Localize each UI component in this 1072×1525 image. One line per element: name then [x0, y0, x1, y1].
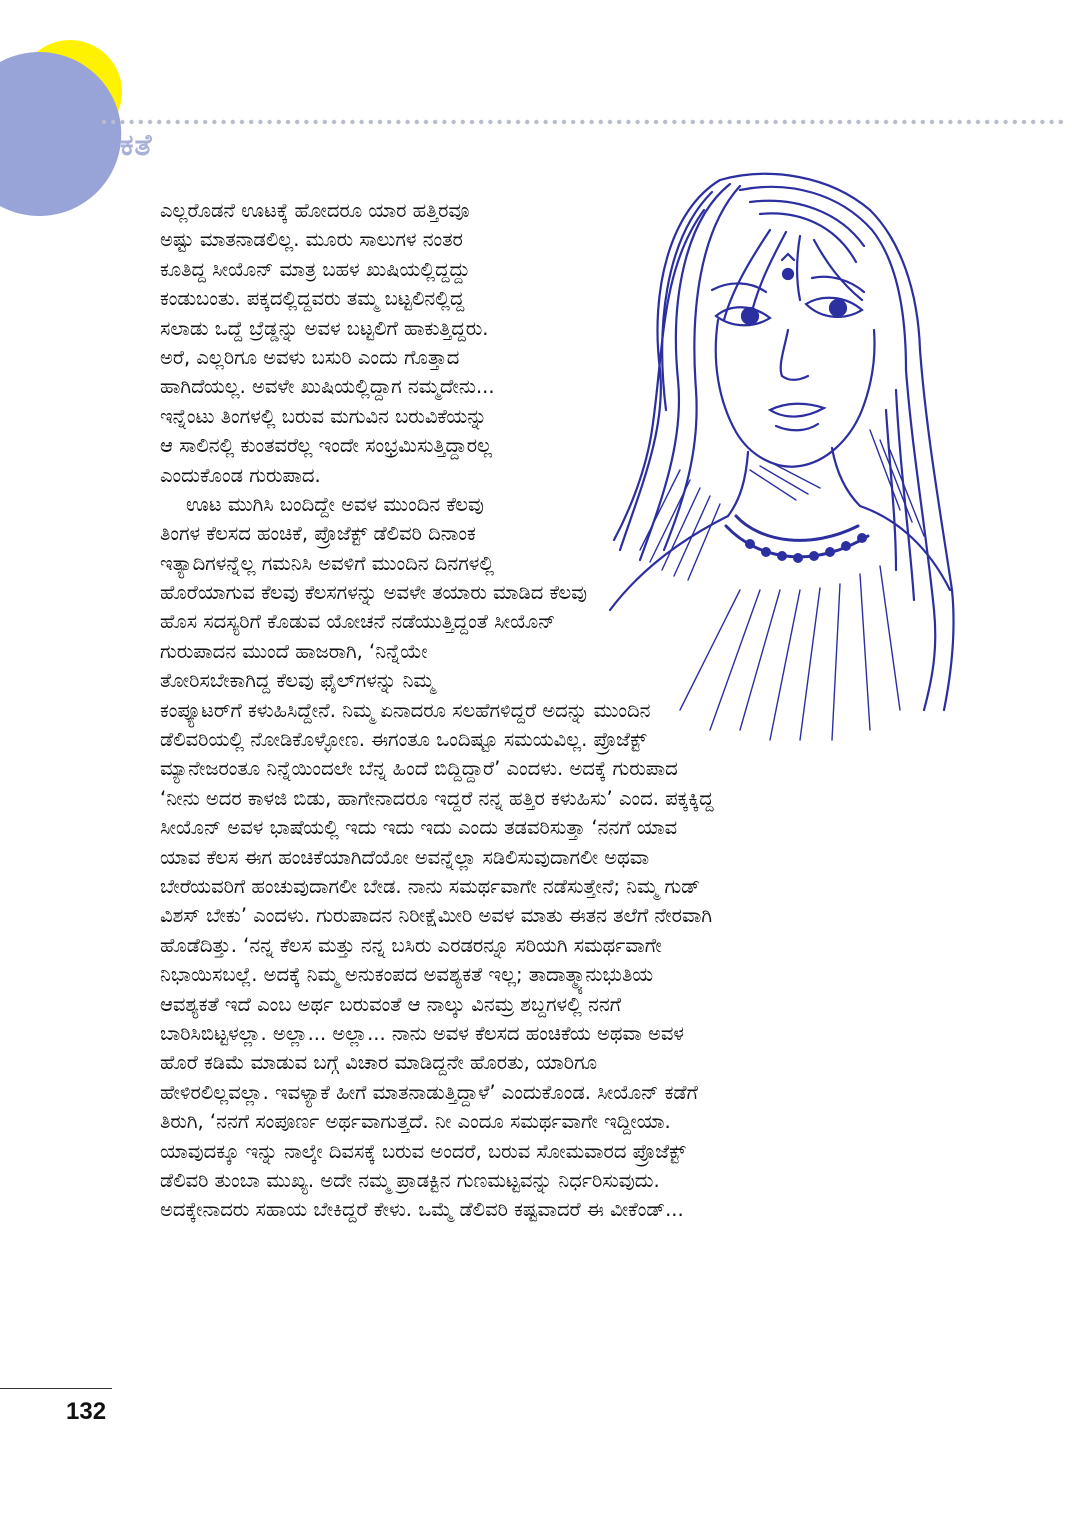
text-line: ತೋರಿಸಬೇಕಾಗಿದ್ದ ಕೆಲವು ಫೈಲ್‌ಗಳನ್ನು ನಿಮ್ಮ [160, 669, 435, 693]
text-line: ಊಟ ಮುಗಿಸಿ ಬಂದಿದ್ದೇ ಅವಳ ಮುಂದಿನ ಕೆಲವು [186, 492, 484, 516]
text-line: ಡೆಲಿವರಿಯಲ್ಲಿ ನೋಡಿಕೊಳ್ಳೋಣ. ಈಗಂತೂ ಒಂದಿಷ್ಟೂ ಸಮಯವಿಲ್ಲ. ಪ್ರೊಜೆಕ್ಟ್ [160, 728, 647, 752]
footer-rule [0, 1388, 112, 1389]
text-line: ಮ್ಯಾನೇಜರಂತೂ ನಿನ್ನೆಯಿಂದಲೇ ಬೆನ್ನ ಹಿಂದೆ ಬಿದ್ದಿದ್ದಾರೆ’ ಎಂದಳು. ಅದಕ್ಕೆ ಗುರುಪಾದ [160, 757, 678, 781]
text-line: ಆ ಸಾಲಿನಲ್ಲಿ ಕುಂತವರೆಲ್ಲ ಇಂದೇ ಸಂಭ್ರಮಿಸುತ್ತಿದ್ದಾರಲ್ಲ [160, 434, 492, 458]
text-line: ಹೊರೆಯಾಗುವ ಕೆಲವು ಕೆಲಸಗಳನ್ನು ಅವಳೇ ತಯಾರು ಮಾಡಿದ ಕೆಲವು [160, 581, 587, 605]
text-line: ಬೇರೆಯವರಿಗೆ ಹಂಚುವುದಾಗಲೀ ಬೇಡ. ನಾನು ಸಮರ್ಥವಾಗೇ ನಡೆಸುತ್ತೇನೆ; ನಿಮ್ಮ ಗುಡ್ [160, 874, 700, 898]
text-line: ಡೆಲಿವರಿ ತುಂಬಾ ಮುಖ್ಯ. ಅದೇ ನಮ್ಮ ಪ್ರಾಡಕ್ಟಿನ ಗುಣಮಟ್ಟವನ್ನು ನಿರ್ಧರಿಸುವುದು. [160, 1168, 660, 1192]
story-text [160, 196, 920, 1225]
text-line: ಇನ್ನೆಂಟು ತಿಂಗಳಲ್ಲಿ ಬರುವ ಮಗುವಿನ ಬರುವಿಕೆಯನ್ನು [160, 404, 487, 428]
text-line: ಅದಕ್ಕೇನಾದರು ಸಹಾಯ ಬೇಕಿದ್ದರೆ ಕೇಳು. ಒಮ್ಮೆ ಡೆಲಿವರಿ ಕಷ್ಟವಾದರೆ ಈ ವೀಕೆಂಡ್... [160, 1198, 684, 1222]
text-line: ಹೇಳಿರಲಿಲ್ಲವಲ್ಲಾ. ಇವಳ್ಯಾಕೆ ಹೀಗೆ ಮಾತನಾಡುತ್ತಿದ್ದಾಳೆ’ ಎಂದುಕೊಂಡ. ಸೀಯೊನ್ ಕಡೆಗೆ [160, 1080, 698, 1104]
text-line: ಕಂಡುಬಂತು. ಪಕ್ಕದಲ್ಲಿದ್ದವರು ತಮ್ಮ ಬಟ್ಟಲಿನಲ್ಲಿದ್ದ [160, 287, 465, 311]
text-line: ಗುರುಪಾದನ ಮುಂದೆ ಹಾಜರಾಗಿ, ‘ನಿನ್ನೆಯೇ [160, 639, 428, 663]
text-line: ಅರೆ, ಎಲ್ಲರಿಗೂ ಅವಳು ಬಸುರಿ ಎಂದು ಗೊತ್ತಾದ [160, 345, 460, 369]
text-line: ಕೂತಿದ್ದ ಸೀಯೊನ್ ಮಾತ್ರ ಬಹಳ ಖುಷಿಯಲ್ಲಿದ್ದದ್ದು [160, 257, 471, 281]
text-line: ವಿಶಸ್ ಬೇಕು’ ಎಂದಳು. ಗುರುಪಾದನ ನಿರೀಕ್ಷೆಮೀರಿ ಅವಳ ಮಾತು ಈತನ ತಲೆಗೆ ನೇರವಾಗಿ [160, 904, 713, 928]
text-line: ಹೊಸ ಸದಸ್ಯರಿಗೆ ಕೊಡುವ ಯೋಚನೆ ನಡೆಯುತ್ತಿದ್ದಂತೆ ಸೀಯೊನ್ [160, 610, 556, 634]
dotted-rule [102, 120, 1063, 124]
page-number: 132 [66, 1398, 107, 1425]
text-line: ಬಾರಿಸಿಬಿಟ್ಟಳಲ್ಲಾ. ಅಲ್ಲಾ... ಅಲ್ಲಾ... ನಾನು ಅವಳ ಕೆಲಸದ ಹಂಚಿಕೆಯ ಅಥವಾ ಅವಳ [160, 1021, 685, 1045]
text-line: ಕಂಪ್ಯೂಟರ್‌ಗೆ ಕಳುಹಿಸಿದ್ದೇನೆ. ನಿಮ್ಮ ಏನಾದರೂ ಸಲಹೆಗಳಿದ್ದರೆ ಅದನ್ನು ಮುಂದಿನ [160, 698, 651, 722]
text-line: ನಿಭಾಯಿಸಬಲ್ಲೆ. ಅದಕ್ಕೆ ನಿಮ್ಮ ಅನುಕಂಪದ ಅವಶ್ಯಕತೆ ಇಲ್ಲ; ತಾದಾತ್ಮ್ಯಾನುಭುತಿಯ [160, 963, 654, 987]
text-line: ಎಲ್ಲರೊಡನೆ ಊಟಕ್ಕೆ ಹೋದರೂ ಯಾರ ಹತ್ತಿರವೂ [160, 199, 470, 222]
text-line: ‘ನೀನು ಅದರ ಕಾಳಜಿ ಬಿಡು, ಹಾಗೇನಾದರೂ ಇದ್ದರೆ ನನ್ನ ಹತ್ತಿರ ಕಳುಹಿಸು’ ಎಂದ. ಪಕ್ಕಕ್ಕಿದ್ದ [160, 786, 714, 810]
text-line: ತಿಂಗಳ ಕೆಲಸದ ಹಂಚಿಕೆ, ಪ್ರೊಜೆಕ್ಟ್ ಡೆಲಿವರಿ ದಿನಾಂಕ [160, 522, 476, 546]
text-line: ಎಂದುಕೊಂಡ ಗುರುಪಾದ. [160, 463, 321, 487]
text-line: ಯಾವ ಕೆಲಸ ಈಗ ಹಂಚಿಕೆಯಾಗಿದೆಯೋ ಅವನ್ನೆಲ್ಲಾ ಸಡಿಲಿಸುವುದಾಗಲೀ ಅಥವಾ [160, 845, 650, 869]
text-line: ಸಲಾಡು ಒದ್ದೆ ಬ್ರೆಡ್ಡನ್ನು ಅವಳ ಬಟ್ಟಲಿಗೆ ಹಾಕುತ್ತಿದ್ದರು. [160, 316, 489, 340]
text-line: ಯಾವುದಕ್ಕೂ ಇನ್ನು ನಾಲ್ಕೇ ದಿವಸಕ್ಕೆ ಬರುವ ಅಂದರೆ, ಬರುವ ಸೋಮವಾರದ ಪ್ರೊಜೆಕ್ಟ್ [160, 1139, 686, 1163]
text-line: ತಿರುಗಿ, ‘ನನಗೆ ಸಂಪೂರ್ಣ ಅರ್ಥವಾಗುತ್ತದೆ. ನೀ ಎಂದೂ ಸಮರ್ಥವಾಗೇ ಇದ್ದೀಯಾ. [160, 1110, 671, 1134]
text-line: ಇತ್ಯಾದಿಗಳನ್ನೆಲ್ಲ ಗಮನಿಸಿ ಅವಳಿಗೆ ಮುಂದಿನ ದಿನಗಳಲ್ಲಿ [160, 551, 495, 575]
text-line: ಹೊಡೆದಿತ್ತು. ‘ನನ್ನ ಕೆಲಸ ಮತ್ತು ನನ್ನ ಬಸಿರು ಎರಡರನ್ನೂ ಸರಿಯಗಿ ಸಮರ್ಥವಾಗೇ [160, 933, 662, 957]
text-line: ಆವಶ್ಯಕತೆ ಇದೆ ಎಂಬ ಅರ್ಥ ಬರುವಂತೆ ಆ ನಾಲ್ಕು ವಿನಮ್ರ ಶಬ್ದಗಳಲ್ಲಿ ನನಗೆ [160, 992, 622, 1016]
text-line: ಹೊರೆ ಕಡಿಮೆ ಮಾಡುವ ಬಗ್ಗೆ ವಿಚಾರ ಮಾಡಿದ್ದನೇ ಹೊರತು, ಯಾರಿಗೂ [160, 1051, 598, 1075]
text-line: ಸೀಯೊನ್ ಅವಳ ಭಾಷೆಯಲ್ಲಿ ಇದು ಇದು ಇದು ಎಂದು ತಡವರಿಸುತ್ತಾ ‘ನನಗೆ ಯಾವ [160, 816, 678, 840]
section-label: ಕತೆ [120, 128, 153, 163]
text-line: ಹಾಗಿದೆಯಲ್ಲ. ಅವಳೇ ಖುಷಿಯಲ್ಲಿದ್ದಾಗ ನಮ್ಮದೇನು... [160, 375, 495, 399]
text-line: ಅಷ್ಟು ಮಾತನಾಡಲಿಲ್ಲ. ಮೂರು ಸಾಲುಗಳ ನಂತರ [160, 228, 463, 252]
